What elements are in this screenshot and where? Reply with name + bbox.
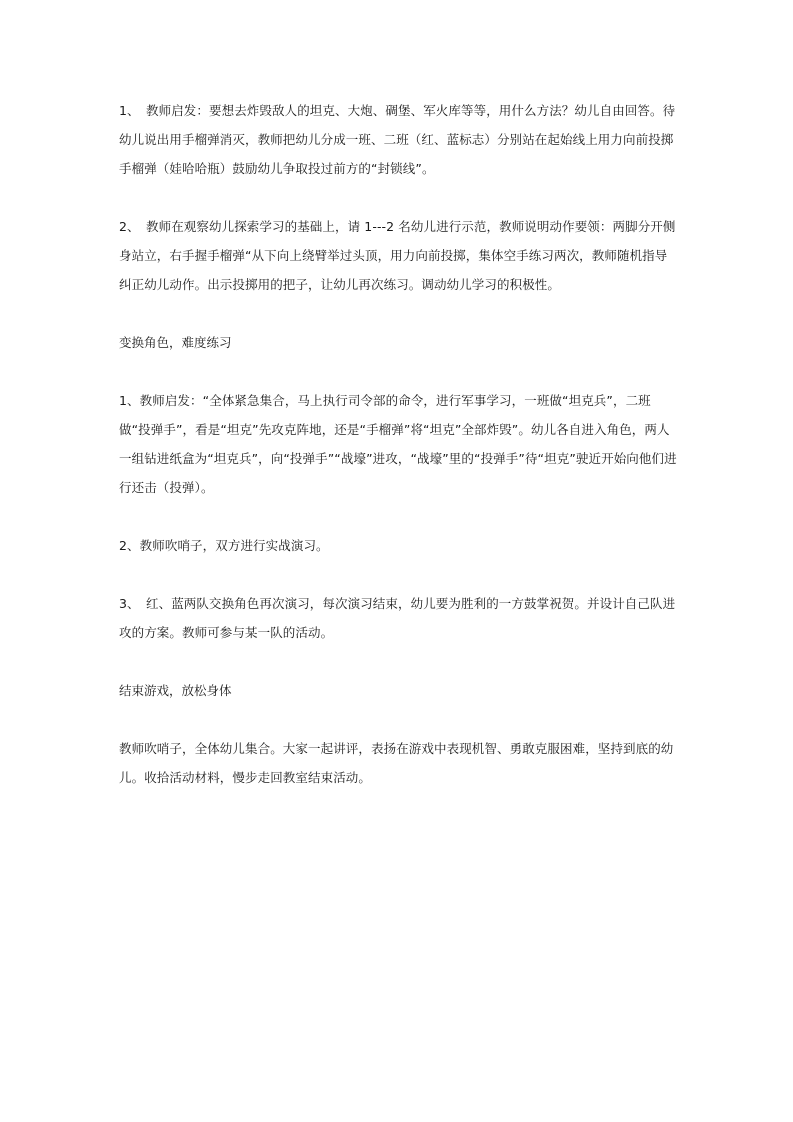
paragraph-conclusion: 教师吹哨子，全体幼儿集合。大家一起讲评，表扬在游戏中表现机智、勇敢克服困难，坚持到底的幼儿。收拾活动材料，慢步走回教室结束活动。 xyxy=(119,741,674,785)
paragraph-gap xyxy=(119,647,679,676)
section-heading-role-change: 变换角色，难度练习 xyxy=(119,335,232,350)
paragraph-gap xyxy=(119,560,679,589)
paragraph-demonstration: 2、 教师在观察幼儿探索学习的基础上，请 1---2 名幼儿进行示范，教师说明动作要领：两脚分开侧身站立，右手握手榴弹“从下向上绕臂举过头顶，用力向前投掷，集体空手练习两次，教师随机指导纠正幼儿动作。出示投掷用的把子，让幼儿再次练习。调动幼儿学习的积极性。 xyxy=(119,219,676,292)
paragraph-gap xyxy=(119,502,679,531)
section-heading-ending: 结束游戏，放松身体 xyxy=(119,683,232,698)
document-body xyxy=(119,96,679,792)
paragraph-gap xyxy=(119,183,679,212)
paragraph-gap xyxy=(119,299,679,328)
paragraph-role-play: 1、教师启发：“全体紧急集合，马上执行司令部的命令，进行军事学习，一班做“坦克兵”，二班做“投弹手”，看是“坦克”先攻克阵地，还是“手榴弹”将“坦克”全部炸毁”。幼儿各自进入角色，两人一组钻进纸盒为“坦克兵”，向“投弹手”“战壕”进攻，“战壕”里的“投弹手”待“坦克”驶近开始向他们进行还击（投弹）。 xyxy=(119,393,677,495)
paragraph-activity-intro: 1、 教师启发：要想去炸毁敌人的坦克、大炮、碉堡、军火库等等，用什么方法？幼儿自由回答。待幼儿说出用手榴弹消灭，教师把幼儿分成一班、二班（红、蓝标志）分别站在起始线上用力向前投掷手榴弹（娃哈哈瓶）鼓励幼儿争取投过前方的“封锁线”。 xyxy=(119,103,676,176)
paragraph-whistle-drill: 2、教师吹哨子，双方进行实战演习。 xyxy=(119,538,329,553)
paragraph-team-swap: 3、 红、蓝两队交换角色再次演习，每次演习结束，幼儿要为胜利的一方鼓掌祝贺。并设计自己队进攻的方案。教师可参与某一队的活动。 xyxy=(119,596,676,640)
paragraph-gap xyxy=(119,705,679,734)
paragraph-gap xyxy=(119,357,679,386)
